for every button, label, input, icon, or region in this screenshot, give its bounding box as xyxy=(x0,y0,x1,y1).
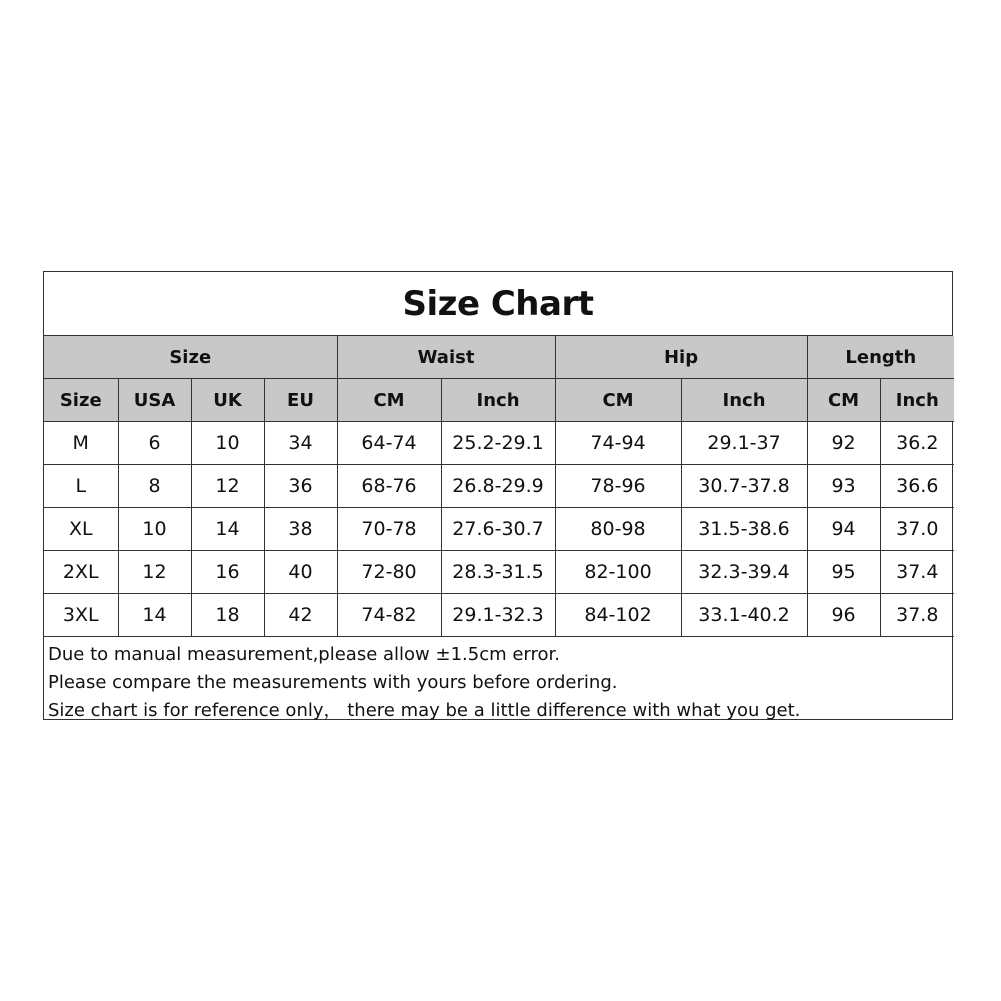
table-cell: 10 xyxy=(191,422,264,465)
table-cell: 84-102 xyxy=(555,594,681,637)
note-line: Please compare the measurements with yours before ordering. xyxy=(48,672,618,693)
table-cell: 74-94 xyxy=(555,422,681,465)
table-cell: 42 xyxy=(264,594,337,637)
table-cell: 70-78 xyxy=(337,508,441,551)
table-cell: 37.0 xyxy=(880,508,954,551)
table-cell: 92 xyxy=(807,422,880,465)
table-cell: 34 xyxy=(264,422,337,465)
group-header-hip: Hip xyxy=(555,336,807,379)
column-header: UK xyxy=(191,379,264,422)
table-cell: 37.4 xyxy=(880,551,954,594)
table-cell: 38 xyxy=(264,508,337,551)
table-cell: 82-100 xyxy=(555,551,681,594)
table-cell: 25.2-29.1 xyxy=(441,422,555,465)
table-cell: 96 xyxy=(807,594,880,637)
table-cell: 33.1-40.2 xyxy=(681,594,807,637)
table-cell: 80-98 xyxy=(555,508,681,551)
note-line: Size chart is for reference only， there may be a little difference with what you get. xyxy=(48,700,801,721)
table-cell: L xyxy=(44,465,118,508)
table-row xyxy=(44,508,954,551)
table-cell: 68-76 xyxy=(337,465,441,508)
table-cell: 29.1-32.3 xyxy=(441,594,555,637)
note-line: Due to manual measurement,please allow ±1.5cm error. xyxy=(48,644,560,665)
column-header: CM xyxy=(807,379,880,422)
table-cell: 94 xyxy=(807,508,880,551)
table-cell: 26.8-29.9 xyxy=(441,465,555,508)
table-cell: 2XL xyxy=(44,551,118,594)
table-cell: 10 xyxy=(118,508,191,551)
column-header: EU xyxy=(264,379,337,422)
column-header: Inch xyxy=(681,379,807,422)
table-cell: 18 xyxy=(191,594,264,637)
table-row xyxy=(44,422,954,465)
group-header-length: Length xyxy=(807,336,954,379)
table-cell: 40 xyxy=(264,551,337,594)
table-cell: 3XL xyxy=(44,594,118,637)
table-row xyxy=(44,551,954,594)
table-cell: 36.6 xyxy=(880,465,954,508)
table-cell: M xyxy=(44,422,118,465)
group-header-row xyxy=(44,336,954,379)
table-cell: 95 xyxy=(807,551,880,594)
table-cell: 14 xyxy=(191,508,264,551)
group-header-size: Size xyxy=(44,336,337,379)
column-header: CM xyxy=(555,379,681,422)
chart-title: Size Chart xyxy=(44,272,952,336)
table-cell: 36 xyxy=(264,465,337,508)
table-cell: 74-82 xyxy=(337,594,441,637)
table-cell: 36.2 xyxy=(880,422,954,465)
table-cell: 16 xyxy=(191,551,264,594)
table-cell: 72-80 xyxy=(337,551,441,594)
group-header-waist: Waist xyxy=(337,336,555,379)
table-cell: 14 xyxy=(118,594,191,637)
table-body xyxy=(44,422,954,637)
column-header: USA xyxy=(118,379,191,422)
table-cell: 27.6-30.7 xyxy=(441,508,555,551)
column-header: CM xyxy=(337,379,441,422)
size-table xyxy=(44,336,954,637)
table-row xyxy=(44,465,954,508)
table-cell: 93 xyxy=(807,465,880,508)
table-cell: 37.8 xyxy=(880,594,954,637)
table-cell: 64-74 xyxy=(337,422,441,465)
table-cell: 6 xyxy=(118,422,191,465)
column-header-row xyxy=(44,379,954,422)
column-header: Inch xyxy=(441,379,555,422)
table-cell: 28.3-31.5 xyxy=(441,551,555,594)
table-cell: 8 xyxy=(118,465,191,508)
table-cell: 31.5-38.6 xyxy=(681,508,807,551)
table-cell: 12 xyxy=(191,465,264,508)
size-chart xyxy=(43,271,953,720)
column-header: Inch xyxy=(880,379,954,422)
column-header: Size xyxy=(44,379,118,422)
table-cell: 30.7-37.8 xyxy=(681,465,807,508)
table-cell: 29.1-37 xyxy=(681,422,807,465)
table-cell: XL xyxy=(44,508,118,551)
notes xyxy=(44,637,952,725)
table-row xyxy=(44,594,954,637)
table-cell: 12 xyxy=(118,551,191,594)
table-cell: 78-96 xyxy=(555,465,681,508)
table-cell: 32.3-39.4 xyxy=(681,551,807,594)
